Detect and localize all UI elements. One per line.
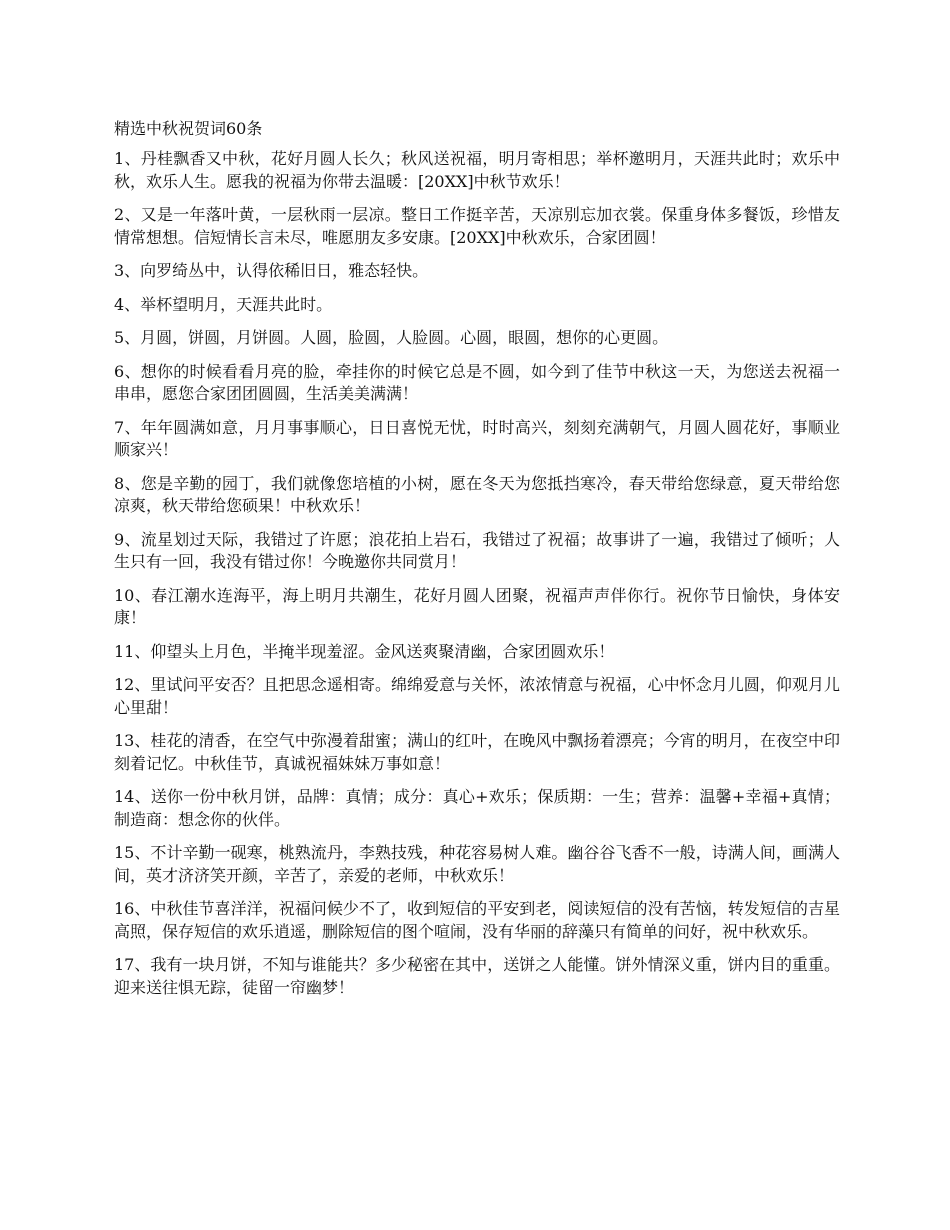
- greeting-item-9: 9、流星划过天际，我错过了许愿；浪花拍上岩石，我错过了祝福；故事讲了一遍，我错过了倾听；人生只有一回，我没有错过你！今晚邀你共同赏月！: [114, 529, 840, 571]
- greeting-item-16: 16、中秋佳节喜洋洋，祝福问候少不了，收到短信的平安到老，阅读短信的没有苦恼，转发短信的吉星高照，保存短信的欢乐逍遥，删除短信的图个喧闹，没有华丽的辞藻只有简单的问好，祝中秋欢乐。: [114, 899, 840, 941]
- document-page: [114, 118, 840, 1010]
- greeting-item-1: 1、丹桂飘香又中秋，花好月圆人长久；秋风送祝福，明月寄相思；举杯邀明月，天涯共此时；欢乐中秋，欢乐人生。愿我的祝福为你带去温暖：[20XX]中秋节欢乐！: [114, 149, 840, 191]
- greeting-item-12: 12、里试问平安否？且把思念遥相寄。绵绵爱意与关怀，浓浓情意与祝福，心中怀念月儿圆，仰观月儿心里甜！: [114, 675, 840, 717]
- greeting-item-17: 17、我有一块月饼，不知与谁能共？多少秘密在其中，送饼之人能懂。饼外情深义重，饼内目的重重。迎来送往惧无踪，徒留一帘幽梦！: [114, 955, 840, 997]
- greeting-item-11: 11、仰望头上月色，半掩半现羞涩。金风送爽聚清幽，合家团圆欢乐！: [114, 641, 615, 661]
- greeting-item-14: 14、送你一份中秋月饼，品牌：真情；成分：真心+欢乐；保质期：一生；营养：温馨+幸福+真情；制造商：想念你的伙伴。: [114, 787, 840, 829]
- greeting-item-4: 4、举杯望明月，天涯共此时。: [114, 294, 333, 314]
- greeting-item-5: 5、月圆，饼圆，月饼圆。人圆，脸圆，人脸圆。心圆，眼圆，想你的心更圆。: [114, 328, 669, 347]
- greeting-list: [114, 148, 840, 999]
- greeting-item-6: 6、想你的时候看看月亮的脸，牵挂你的时候它总是不圆，如今到了佳节中秋这一天，为您送去祝福一串串，愿您合家团团圆圆，生活美美满满！: [114, 361, 840, 403]
- greeting-item-7: 7、年年圆满如意，月月事事顺心，日日喜悦无忧，时时高兴，刻刻充满朝气，月圆人圆花好，事顺业顺家兴！: [114, 417, 840, 459]
- greeting-item-8: 8、您是辛勤的园丁，我们就像您培植的小树，愿在冬天为您抵挡寒冷，春天带给您绿意，夏天带给您凉爽，秋天带给您硕果！中秋欢乐！: [114, 473, 840, 515]
- greeting-item-13: 13、桂花的清香，在空气中弥漫着甜蜜；满山的红叶，在晚风中飘扬着漂亮；今宵的明月，在夜空中印刻着记忆。中秋佳节，真诚祝福妹妹万事如意！: [114, 731, 840, 773]
- greeting-item-2: 2、又是一年落叶黄，一层秋雨一层凉。整日工作挺辛苦，天凉别忘加衣裳。保重身体多餐饭，珍惜友情常想想。信短情长言未尽，唯愿朋友多安康。[20XX]中秋欢乐，合家团圆！: [114, 205, 840, 247]
- greeting-item-10: 10、春江潮水连海平，海上明月共潮生，花好月圆人团聚，祝福声声伴你行。祝你节日愉快，身体安康！: [114, 585, 840, 627]
- greeting-item-15: 15、不计辛勤一砚寒，桃熟流丹，李熟技残，种花容易树人难。幽谷谷飞香不一般，诗满人间，画满人间，英才济济笑开颜，辛苦了，亲爱的老师，中秋欢乐！: [114, 843, 840, 885]
- document-title: 精选中秋祝贺词60条: [114, 119, 263, 138]
- greeting-item-3: 3、向罗绮丛中，认得依稀旧日，雅态轻快。: [114, 261, 429, 280]
